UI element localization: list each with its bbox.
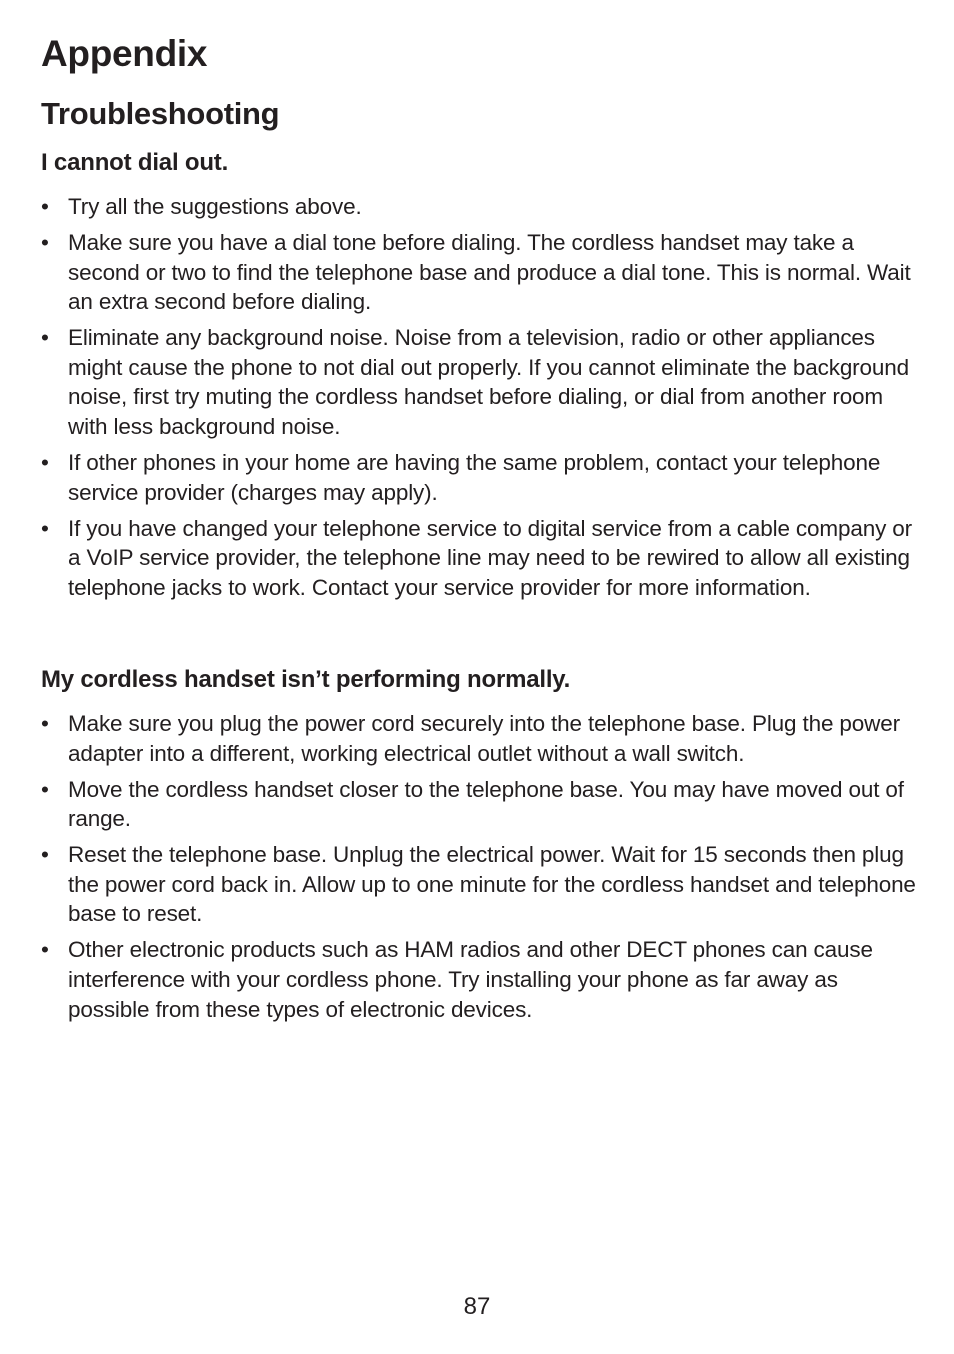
list-item-text: Move the cordless handset closer to the telephone base. You may have moved out of range.	[68, 776, 904, 832]
bullet-icon: •	[41, 194, 49, 219]
section-title: Troubleshooting	[41, 96, 280, 131]
page-title: Appendix	[41, 33, 208, 74]
list-item	[41, 775, 916, 834]
list-item	[41, 709, 916, 768]
bullet-icon: •	[41, 711, 49, 736]
list-item-text: If other phones in your home are having the same problem, contact your telephone service provider (charges may apply).	[68, 449, 881, 505]
bullet-icon: •	[41, 842, 49, 868]
bullet-list	[41, 709, 916, 1024]
subsection-heading: I cannot dial out.	[41, 149, 229, 176]
list-item	[41, 840, 916, 929]
list-item	[41, 935, 916, 1024]
bullet-icon: •	[41, 937, 49, 963]
page-number: 87	[463, 1293, 491, 1320]
bullet-list	[41, 192, 916, 602]
list-item-text: Other electronic products such as HAM radios and other DECT phones can cause interference with your cordless phone. Try installing your phone as far away as possible from these types of electronic devices.	[68, 937, 873, 1022]
list-item	[41, 448, 916, 507]
list-item-text: Make sure you plug the power cord securely into the telephone base. Plug the power adapter into a different, working electrical outlet without a wall switch.	[68, 711, 900, 766]
subsection-handset-not-normal	[41, 665, 916, 1031]
bullet-icon: •	[41, 325, 49, 351]
subsection-cannot-dial-out	[41, 148, 916, 609]
list-item	[41, 228, 916, 317]
bullet-icon: •	[41, 776, 49, 802]
list-item	[41, 323, 916, 441]
list-item-text: Try all the suggestions above.	[68, 194, 362, 219]
list-item-text: If you have changed your telephone service to digital service from a cable company or a VoIP service provider, the telephone line may need to be rewired to allow all existing telephone jacks to work. Contact your service provider for more information.	[68, 515, 912, 600]
bullet-icon: •	[41, 449, 49, 475]
list-item-text: Eliminate any background noise. Noise from a television, radio or other appliances might cause the phone to not dial out properly. If you cannot eliminate the background noise, first try muting the cordless handset before dialing, or dial from another room with less background noise.	[68, 325, 909, 439]
bullet-icon: •	[41, 229, 49, 255]
list-item	[41, 192, 916, 222]
bullet-icon: •	[41, 515, 49, 541]
list-item-text: Reset the telephone base. Unplug the electrical power. Wait for 15 seconds then plug the power cord back in. Allow up to one minute for the cordless handset and telephone base to reset.	[68, 842, 916, 927]
subsection-heading: My cordless handset isn’t performing normally.	[41, 666, 571, 693]
list-item-text: Make sure you have a dial tone before dialing. The cordless handset may take a second or two to find the telephone base and produce a dial tone. This is normal. Wait an extra second before dialing.	[68, 229, 911, 315]
list-item	[41, 514, 916, 603]
